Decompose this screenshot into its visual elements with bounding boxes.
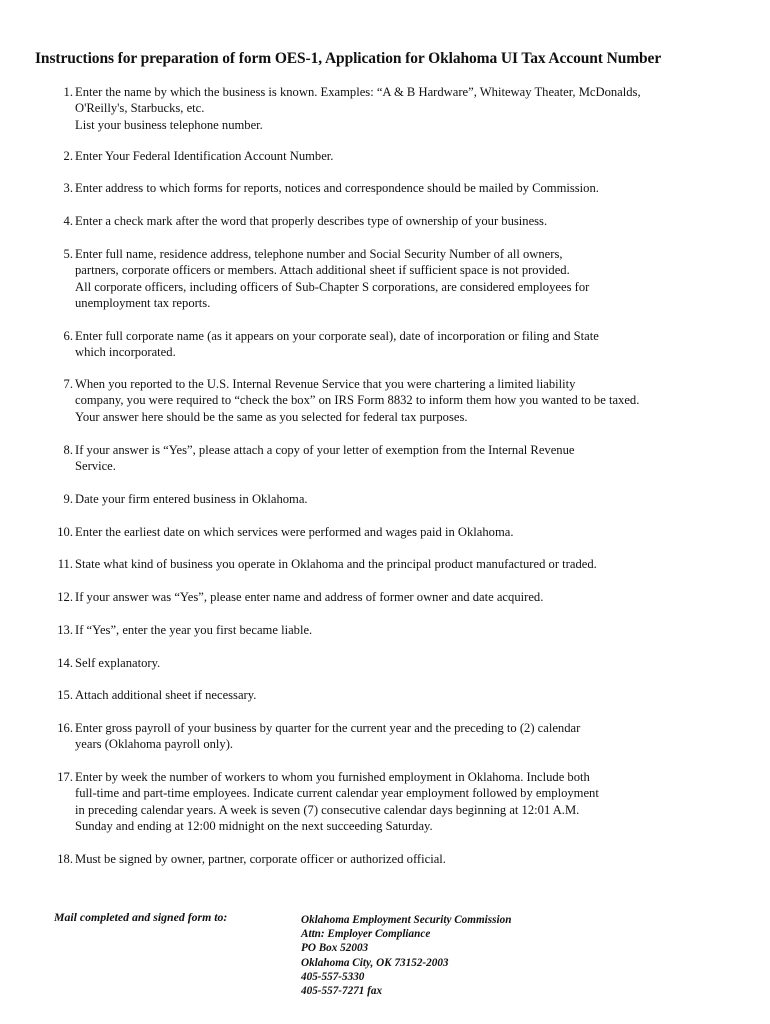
item-number: 17.: [57, 770, 73, 784]
item-text-line: Service.: [75, 459, 116, 474]
fax-number: 405-557-7271 fax: [301, 985, 383, 998]
mailing-address: [301, 913, 511, 998]
item-text-line: years (Oklahoma payroll only).: [75, 737, 234, 752]
item-text-line: If your answer was “Yes”, please enter name and address of former owner and date acquired.: [75, 590, 544, 604]
mail-instruction-label: Mail completed and signed form to:: [54, 910, 228, 924]
item-number: 15.: [57, 688, 73, 702]
item-number: 12.: [57, 590, 73, 604]
item-text-line: in preceding calendar years. A week is seven (7) consecutive calendar days beginning at 12:01 A.M.: [75, 802, 580, 817]
instruction-item-13: [40, 622, 740, 638]
item-text-line: Enter full name, residence address, telephone number and Social Security Number of all owners,: [75, 247, 563, 261]
item-text-line: Your answer here should be the same as you selected for federal tax purposes.: [75, 409, 468, 424]
item-text-line: Date your firm entered business in Oklahoma.: [75, 492, 308, 506]
item-text-line: State what kind of business you operate in Oklahoma and the principal product manufactured or traded.: [75, 557, 597, 571]
item-text-line: List your business telephone number.: [75, 117, 263, 132]
instruction-item-3: [40, 180, 740, 196]
address-line: PO Box 52003: [301, 942, 369, 955]
phone-number: 405-557-5330: [301, 970, 365, 983]
item-number: 9.: [63, 492, 73, 506]
item-number: 14.: [57, 656, 73, 670]
instruction-item-15: [40, 687, 740, 703]
item-text-line: Enter the earliest date on which services were performed and wages paid in Oklahoma.: [75, 525, 514, 539]
item-number: 1.: [63, 85, 73, 99]
instruction-item-1: [40, 84, 740, 133]
item-text-line: Enter gross payroll of your business by quarter for the current year and the preceding to (2) calendar: [75, 721, 581, 735]
item-number: 2.: [63, 149, 73, 163]
instruction-item-12: [40, 589, 740, 605]
instruction-item-14: [40, 655, 740, 671]
address-line: Attn: Employer Compliance: [301, 928, 431, 941]
address-line: Oklahoma Employment Security Commission: [301, 914, 512, 926]
item-number: 5.: [63, 247, 73, 261]
item-text-line: Attach additional sheet if necessary.: [75, 688, 257, 702]
instruction-item-9: [40, 491, 740, 507]
item-text-line: Enter by week the number of workers to whom you furnished employment in Oklahoma. Include both: [75, 770, 590, 784]
item-text-line: Sunday and ending at 12:00 midnight on the next succeeding Saturday.: [75, 819, 433, 834]
item-text-line: All corporate officers, including officers of Sub-Chapter S corporations, are considered employees for: [75, 279, 590, 294]
item-number: 13.: [57, 623, 73, 637]
instruction-item-6: [40, 328, 740, 361]
item-text-line: Enter Your Federal Identification Account Number.: [75, 149, 334, 163]
instruction-item-4: [40, 213, 740, 229]
page-title: Instructions for preparation of form OES-1, Application for Oklahoma UI Tax Account Number: [35, 50, 662, 67]
item-number: 3.: [63, 181, 73, 195]
item-number: 4.: [63, 214, 73, 228]
instruction-item-18: [40, 851, 740, 867]
instruction-item-7: [40, 376, 740, 425]
item-text-line: Enter full corporate name (as it appears on your corporate seal), date of incorporation or filing and State: [75, 329, 599, 343]
item-text-line: full-time and part-time employees. Indicate current calendar year employment followed by employment: [75, 786, 599, 801]
instruction-item-11: [40, 556, 740, 572]
address-line: Oklahoma City, OK 73152-2003: [301, 956, 449, 969]
item-text-line: Must be signed by owner, partner, corporate officer or authorized official.: [75, 852, 446, 866]
item-text-line: Enter the name by which the business is known. Examples: “A & B Hardware”, Whiteway Theater, McDonalds,: [75, 85, 641, 99]
item-number: 6.: [63, 329, 73, 343]
item-number: 16.: [57, 721, 73, 735]
item-number: 7.: [63, 377, 73, 391]
instruction-item-16: [40, 720, 740, 753]
item-text-line: partners, corporate officers or members. Attach additional sheet if sufficient space is not provided.: [75, 263, 570, 278]
item-number: 18.: [57, 852, 73, 866]
item-text-line: Self explanatory.: [75, 656, 161, 670]
item-text-line: If “Yes”, enter the year you first became liable.: [75, 623, 313, 637]
item-text-line: which incorporated.: [75, 345, 176, 360]
item-text-line: If your answer is “Yes”, please attach a copy of your letter of exemption from the Internal Revenue: [75, 443, 575, 457]
instruction-item-5: [40, 246, 740, 312]
item-text-line: Enter a check mark after the word that properly describes type of ownership of your business.: [75, 214, 548, 228]
item-number: 8.: [63, 443, 73, 457]
instruction-item-10: [40, 524, 740, 540]
instruction-item-8: [40, 442, 740, 475]
item-text-line: Enter address to which forms for reports, notices and correspondence should be mailed by Commission.: [75, 181, 599, 195]
instruction-item-17: [40, 769, 740, 835]
instruction-item-2: [40, 148, 740, 164]
item-text-line: When you reported to the U.S. Internal Revenue Service that you were chartering a limited liability: [75, 377, 576, 391]
item-number: 10.: [57, 525, 73, 539]
item-text-line: O'Reilly's, Starbucks, etc.: [75, 101, 205, 116]
item-number: 11.: [57, 557, 73, 571]
item-text-line: company, you were required to “check the box” on IRS Form 8832 to inform them how you wanted to be taxed.: [75, 393, 640, 408]
item-text-line: unemployment tax reports.: [75, 296, 211, 311]
